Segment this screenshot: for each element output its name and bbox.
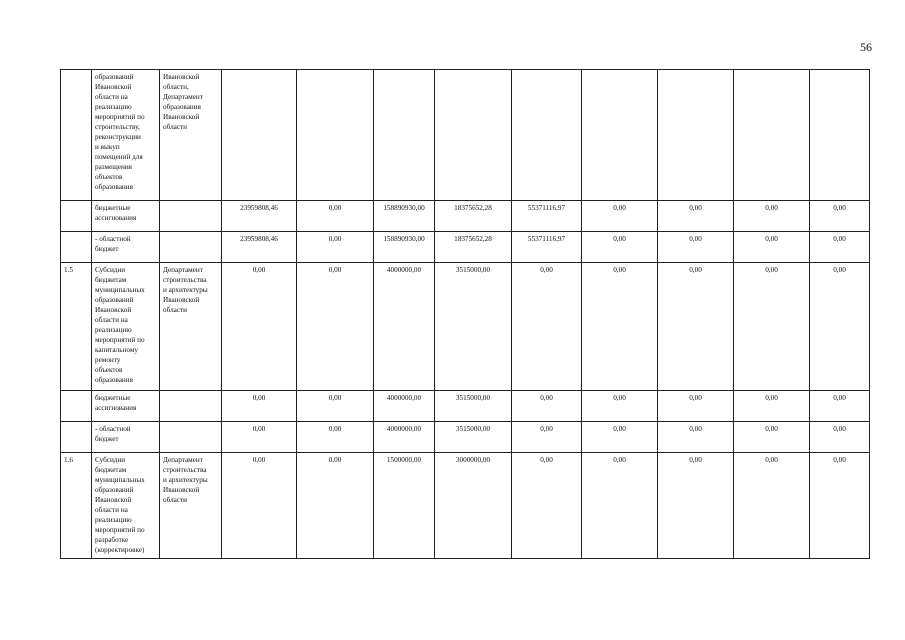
amount-cell [512, 70, 582, 201]
amount-cell [374, 70, 435, 201]
table-row [61, 263, 870, 391]
executor-cell [160, 232, 222, 263]
amount-cell [734, 70, 810, 201]
amount-cell: 0,00 [222, 263, 297, 391]
executor-cell: Ивановской области, Департамент образования Ивановской области [160, 70, 222, 201]
row-number-cell [61, 391, 92, 422]
amount-cell: 0,00 [658, 422, 734, 453]
item-name-cell: бюджетные ассигнования [92, 201, 160, 232]
amount-cell: 0,00 [582, 232, 658, 263]
row-number-cell [61, 201, 92, 232]
amount-cell: 0,00 [658, 453, 734, 559]
amount-cell: 55371116,97 [512, 232, 582, 263]
amount-cell: 158890930,00 [374, 232, 435, 263]
amount-cell: 4000000,00 [374, 422, 435, 453]
executor-cell: Департамент строительства и архитектуры Ивановской области [160, 263, 222, 391]
amount-cell: 0,00 [297, 232, 374, 263]
executor-cell [160, 391, 222, 422]
amount-cell: 0,00 [582, 453, 658, 559]
amount-cell: 0,00 [810, 422, 870, 453]
amount-cell: 0,00 [582, 201, 658, 232]
table-row [61, 453, 870, 559]
amount-cell: 0,00 [222, 453, 297, 559]
budget-table [60, 69, 870, 559]
executor-cell: Департамент строительства и архитектуры Ивановской области [160, 453, 222, 559]
amount-cell: 0,00 [810, 232, 870, 263]
executor-cell [160, 201, 222, 232]
amount-cell: 0,00 [297, 391, 374, 422]
amount-cell: 18375652,28 [435, 232, 512, 263]
amount-cell: 0,00 [810, 391, 870, 422]
amount-cell: 0,00 [734, 263, 810, 391]
amount-cell: 4000000,00 [374, 263, 435, 391]
amount-cell [810, 70, 870, 201]
amount-cell: 0,00 [582, 422, 658, 453]
table-row [61, 201, 870, 232]
amount-cell: 0,00 [734, 232, 810, 263]
row-number-cell [61, 70, 92, 201]
amount-cell: 0,00 [297, 201, 374, 232]
item-name-cell: - областной бюджет [92, 422, 160, 453]
amount-cell: 55371116,97 [512, 201, 582, 232]
amount-cell: 18375652,28 [435, 201, 512, 232]
executor-cell [160, 422, 222, 453]
amount-cell: 0,00 [582, 263, 658, 391]
table-row [61, 422, 870, 453]
amount-cell: 0,00 [658, 263, 734, 391]
amount-cell: 0,00 [222, 422, 297, 453]
amount-cell: 0,00 [512, 422, 582, 453]
amount-cell: 23959808,46 [222, 201, 297, 232]
amount-cell [582, 70, 658, 201]
amount-cell: 3515000,00 [435, 422, 512, 453]
amount-cell: 0,00 [658, 201, 734, 232]
row-number-cell [61, 232, 92, 263]
amount-cell [222, 70, 297, 201]
amount-cell: 0,00 [582, 391, 658, 422]
amount-cell: 1500000,00 [374, 453, 435, 559]
amount-cell: 0,00 [658, 391, 734, 422]
item-name-cell: Субсидии бюджетам муниципальных образований Ивановской области на реализацию мероприятий по капитальному ремонту объектов образования [92, 263, 160, 391]
amount-cell: 0,00 [658, 232, 734, 263]
amount-cell: 3515000,00 [435, 263, 512, 391]
amount-cell: 0,00 [734, 422, 810, 453]
amount-cell [297, 70, 374, 201]
amount-cell [658, 70, 734, 201]
amount-cell: 0,00 [734, 453, 810, 559]
page-number: 56 [860, 40, 872, 54]
item-name-cell: образований Ивановской области на реализацию мероприятий по строительству, реконструкции и выкуп помещений для размещения объектов образования [92, 70, 160, 201]
item-name-cell: Субсидии бюджетам муниципальных образований Ивановской области на реализацию мероприятий по разработке (корректировке) [92, 453, 160, 559]
amount-cell: 3000000,00 [435, 453, 512, 559]
table-row [61, 232, 870, 263]
table-row [61, 70, 870, 201]
amount-cell: 0,00 [297, 453, 374, 559]
amount-cell: 0,00 [512, 263, 582, 391]
row-number-cell [61, 422, 92, 453]
amount-cell [435, 70, 512, 201]
amount-cell: 0,00 [810, 453, 870, 559]
amount-cell: 4000000,00 [374, 391, 435, 422]
amount-cell: 0,00 [810, 263, 870, 391]
amount-cell: 0,00 [222, 391, 297, 422]
amount-cell: 3515000,00 [435, 391, 512, 422]
amount-cell: 0,00 [512, 453, 582, 559]
amount-cell: 0,00 [810, 201, 870, 232]
amount-cell: 0,00 [512, 391, 582, 422]
row-number-cell: 1.5 [61, 263, 92, 391]
amount-cell: 0,00 [734, 201, 810, 232]
amount-cell: 0,00 [297, 422, 374, 453]
amount-cell: 0,00 [734, 391, 810, 422]
amount-cell: 0,00 [297, 263, 374, 391]
item-name-cell: - областной бюджет [92, 232, 160, 263]
item-name-cell: бюджетные ассигнования [92, 391, 160, 422]
table-row [61, 391, 870, 422]
amount-cell: 23959808,46 [222, 232, 297, 263]
row-number-cell: 1.6 [61, 453, 92, 559]
amount-cell: 158890930,00 [374, 201, 435, 232]
